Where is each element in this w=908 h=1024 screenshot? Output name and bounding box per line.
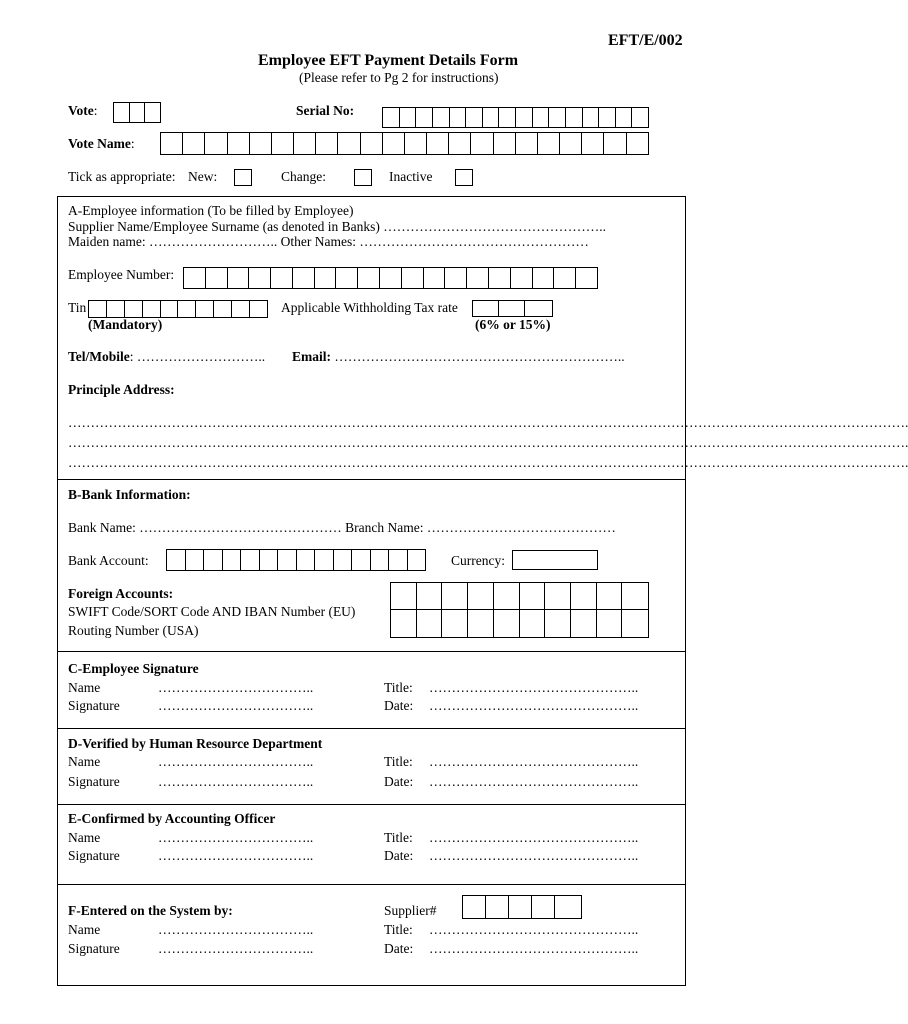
section-d-heading: D-Verified by Human Resource Department	[68, 736, 323, 751]
vote-name-cell[interactable]	[559, 132, 582, 155]
e-signature-dots[interactable]: ……………………………..	[158, 848, 314, 863]
routing-label: Routing Number (USA)	[68, 623, 199, 638]
wht-label: Applicable Withholding Tax rate	[281, 300, 458, 315]
foreign-account-cell[interactable]	[417, 610, 443, 637]
serial-cell[interactable]	[498, 107, 516, 128]
foreign-account-cell[interactable]	[545, 610, 571, 637]
employee-number-cell[interactable]	[532, 267, 555, 289]
employee-number-cell[interactable]	[379, 267, 402, 289]
vote-name-boxes[interactable]	[160, 132, 649, 155]
tin-cell[interactable]	[213, 300, 232, 318]
d-date-label: Date:	[384, 774, 414, 789]
tin-cell[interactable]	[142, 300, 161, 318]
serial-cell[interactable]	[548, 107, 566, 128]
f-name-label: Name	[68, 922, 101, 937]
email-line	[292, 350, 625, 364]
bank-account-boxes[interactable]	[166, 549, 426, 571]
serial-cell[interactable]	[631, 107, 649, 128]
employee-number-cell[interactable]	[466, 267, 489, 289]
vote-boxes[interactable]	[113, 102, 161, 123]
foreign-account-cell[interactable]	[468, 583, 494, 610]
tin-cell[interactable]	[231, 300, 250, 318]
employee-number-cell[interactable]	[444, 267, 467, 289]
c-name-label: Name	[68, 680, 101, 695]
vote-name-cell[interactable]	[426, 132, 449, 155]
option-new-label: New:	[188, 169, 218, 184]
foreign-account-cell[interactable]	[442, 583, 468, 610]
employee-number-cell[interactable]	[248, 267, 271, 289]
foreign-account-cell[interactable]	[468, 610, 494, 637]
f-title-label: Title:	[384, 922, 413, 937]
supplier-label: Supplier#	[384, 903, 437, 918]
bank-account-cell[interactable]	[185, 549, 205, 571]
serial-cell[interactable]	[582, 107, 600, 128]
e-date-label: Date:	[384, 848, 414, 863]
bank-account-cell[interactable]	[166, 549, 186, 571]
f-date-label: Date:	[384, 941, 414, 956]
surname-line[interactable]: Supplier Name/Employee Surname (as denoted in Banks) …………………………………………..	[68, 219, 607, 234]
vote-label-text: Vote	[68, 103, 94, 118]
foreign-account-cell[interactable]	[494, 583, 520, 610]
employee-number-boxes[interactable]	[183, 267, 598, 289]
f-name-dots[interactable]: ……………………………..	[158, 922, 314, 937]
address-line-2[interactable]: …………………………………………………………………………………………………………………………………………………………………….	[68, 435, 908, 450]
currency-label: Currency:	[451, 553, 505, 568]
vote-name-cell[interactable]	[293, 132, 316, 155]
vote-name-cell[interactable]	[271, 132, 294, 155]
serial-cell[interactable]	[482, 107, 500, 128]
tin-cell[interactable]	[177, 300, 196, 318]
serial-cell[interactable]	[565, 107, 583, 128]
tel-line	[68, 350, 265, 364]
bank-account-cell[interactable]	[333, 549, 353, 571]
employee-number-cell[interactable]	[227, 267, 250, 289]
foreign-account-cell[interactable]	[597, 610, 623, 637]
c-date-dots[interactable]: ………………………………………..	[429, 698, 639, 713]
foreign-account-cell[interactable]	[520, 610, 546, 637]
employee-number-label: Employee Number:	[68, 267, 175, 282]
c-name-dots[interactable]: ……………………………..	[158, 680, 314, 695]
tin-cell[interactable]	[124, 300, 143, 318]
bank-account-cell[interactable]	[203, 549, 223, 571]
tin-cell[interactable]	[88, 300, 107, 318]
option-new-checkbox[interactable]	[234, 169, 252, 186]
section-c-heading: C-Employee Signature	[68, 661, 199, 676]
tel-label: Tel/Mobile	[68, 349, 130, 364]
vote-name-colon: :	[130, 136, 135, 151]
c-signature-label: Signature	[68, 698, 120, 713]
wht-note: (6% or 15%)	[475, 317, 551, 332]
vote-name-cell[interactable]	[537, 132, 560, 155]
foreign-account-cell[interactable]	[391, 610, 417, 637]
page-subtitle: (Please refer to Pg 2 for instructions)	[299, 70, 499, 85]
serial-cell[interactable]	[515, 107, 533, 128]
vote-name-cell[interactable]	[448, 132, 471, 155]
e-name-dots[interactable]: ……………………………..	[158, 830, 314, 845]
bank-account-cell[interactable]	[222, 549, 242, 571]
vote-name-cell[interactable]	[581, 132, 604, 155]
vote-name-cell[interactable]	[249, 132, 272, 155]
option-inactive-checkbox[interactable]	[455, 169, 473, 186]
option-inactive-label: Inactive	[389, 169, 433, 184]
d-signature-dots[interactable]: ……………………………..	[158, 774, 314, 789]
tin-label: Tin	[68, 300, 87, 315]
swift-label: SWIFT Code/SORT Code AND IBAN Number (EU)	[68, 604, 356, 619]
e-title-label: Title:	[384, 830, 413, 845]
employee-number-cell[interactable]	[423, 267, 446, 289]
address-label: Principle Address:	[68, 382, 175, 397]
option-change-label: Change:	[281, 169, 326, 184]
d-name-label: Name	[68, 754, 101, 769]
c-title-dots[interactable]: ………………………………………..	[429, 680, 639, 695]
foreign-accounts-grid[interactable]	[390, 582, 649, 638]
foreign-account-cell[interactable]	[571, 583, 597, 610]
currency-box[interactable]	[512, 550, 598, 570]
vote-label	[68, 104, 98, 118]
supplier-boxes[interactable]	[462, 895, 582, 919]
d-title-dots[interactable]: ………………………………………..	[429, 754, 639, 769]
bank-account-cell[interactable]	[277, 549, 297, 571]
vote-name-cell[interactable]	[360, 132, 383, 155]
section-a-heading: A-Employee information (To be filled by Employee)	[68, 203, 354, 218]
bank-account-cell[interactable]	[259, 549, 279, 571]
bank-account-cell[interactable]	[370, 549, 390, 571]
employee-number-cell[interactable]	[335, 267, 358, 289]
serial-cell[interactable]	[465, 107, 483, 128]
employee-number-cell[interactable]	[183, 267, 206, 289]
d-signature-label: Signature	[68, 774, 120, 789]
tin-mandatory-note: (Mandatory)	[88, 317, 163, 332]
foreign-account-cell[interactable]	[442, 610, 468, 637]
e-date-dots[interactable]: ………………………………………..	[429, 848, 639, 863]
e-signature-label: Signature	[68, 848, 120, 863]
bank-account-cell[interactable]	[314, 549, 334, 571]
tin-boxes[interactable]	[88, 300, 268, 318]
address-line-1[interactable]: …………………………………………………………………………………………………………………………………………………………………….	[68, 415, 908, 430]
employee-number-cell[interactable]	[270, 267, 293, 289]
c-date-label: Date:	[384, 698, 414, 713]
email-label: Email:	[292, 349, 331, 364]
section-f-heading: F-Entered on the System by:	[68, 903, 233, 918]
foreign-account-cell[interactable]	[571, 610, 597, 637]
foreign-account-cell[interactable]	[391, 583, 417, 610]
tick-label: Tick as appropriate:	[68, 169, 176, 184]
bank-account-cell[interactable]	[296, 549, 316, 571]
vote-name-cell[interactable]	[160, 132, 183, 155]
f-date-dots[interactable]: ………………………………………..	[429, 941, 639, 956]
tin-cell[interactable]	[195, 300, 214, 318]
bank-account-cell[interactable]	[240, 549, 260, 571]
foreign-account-cell[interactable]	[622, 583, 648, 610]
employee-number-cell[interactable]	[553, 267, 576, 289]
serial-label: Serial No:	[296, 103, 355, 118]
employee-number-cell[interactable]	[401, 267, 424, 289]
vote-name-cell[interactable]	[404, 132, 427, 155]
serial-cell[interactable]	[532, 107, 550, 128]
e-title-dots[interactable]: ………………………………………..	[429, 830, 639, 845]
vote-name-cell[interactable]	[337, 132, 360, 155]
f-title-dots[interactable]: ………………………………………..	[429, 922, 639, 937]
page-title: Employee EFT Payment Details Form	[258, 52, 519, 69]
vote-name-cell[interactable]	[182, 132, 205, 155]
bank-account-cell[interactable]	[388, 549, 408, 571]
d-title-label: Title:	[384, 754, 413, 769]
bank-account-cell[interactable]	[351, 549, 371, 571]
f-signature-dots[interactable]: ……………………………..	[158, 941, 314, 956]
divider-c-d	[57, 728, 686, 729]
vote-colon: :	[93, 103, 98, 118]
d-name-dots[interactable]: ……………………………..	[158, 754, 314, 769]
vote-name-cell[interactable]	[515, 132, 538, 155]
divider-d-e	[57, 804, 686, 805]
employee-number-cell[interactable]	[292, 267, 315, 289]
serial-cell[interactable]	[382, 107, 400, 128]
maiden-name-line[interactable]: Maiden name: ……………………….. Other Names: ……………………………………………	[68, 234, 589, 249]
serial-cell[interactable]	[615, 107, 633, 128]
wht-boxes[interactable]	[472, 300, 553, 317]
serial-cell[interactable]	[598, 107, 616, 128]
vote-name-cell[interactable]	[204, 132, 227, 155]
foreign-account-cell[interactable]	[597, 583, 623, 610]
divider-e-f	[57, 884, 686, 885]
bank-name-line[interactable]: Bank Name: ……………………………………… Branch Name: ……………………………………	[68, 520, 616, 535]
employee-number-cell[interactable]	[357, 267, 380, 289]
e-name-label: Name	[68, 830, 101, 845]
vote-name-label-text: Vote Name	[68, 136, 131, 151]
foreign-accounts-heading: Foreign Accounts:	[68, 586, 174, 601]
vote-name-cell[interactable]	[227, 132, 250, 155]
vote-name-cell[interactable]	[315, 132, 338, 155]
vote-name-label	[68, 137, 135, 151]
tin-cell[interactable]	[249, 300, 268, 318]
c-signature-dots[interactable]: ……………………………..	[158, 698, 314, 713]
employee-number-cell[interactable]	[314, 267, 337, 289]
employee-number-cell[interactable]	[205, 267, 228, 289]
form-code: EFT/E/002	[608, 32, 683, 49]
d-date-dots[interactable]: ………………………………………..	[429, 774, 639, 789]
serial-number-boxes[interactable]	[382, 107, 649, 128]
foreign-account-cell[interactable]	[520, 583, 546, 610]
vote-name-cell[interactable]	[470, 132, 493, 155]
vote-name-cell[interactable]	[382, 132, 405, 155]
tin-cell[interactable]	[106, 300, 125, 318]
serial-cell[interactable]	[449, 107, 467, 128]
divider-a-b	[57, 479, 686, 480]
address-line-3[interactable]: …………………………………………………………………………………………………………………………………………………………………….	[68, 455, 908, 470]
foreign-account-cell[interactable]	[545, 583, 571, 610]
vote-name-cell[interactable]	[626, 132, 649, 155]
option-change-checkbox[interactable]	[354, 169, 372, 186]
serial-cell[interactable]	[399, 107, 417, 128]
bank-account-label: Bank Account:	[68, 553, 149, 568]
serial-cell[interactable]	[432, 107, 450, 128]
employee-number-cell[interactable]	[510, 267, 533, 289]
foreign-account-cell[interactable]	[494, 610, 520, 637]
divider-b-c	[57, 651, 686, 652]
foreign-account-cell[interactable]	[417, 583, 443, 610]
f-signature-label: Signature	[68, 941, 120, 956]
employee-number-cell[interactable]	[575, 267, 598, 289]
tel-dots[interactable]: : ………………………..	[129, 349, 266, 364]
employee-number-cell[interactable]	[488, 267, 511, 289]
email-dots[interactable]: ………………………………………………………..	[334, 349, 625, 364]
vote-name-cell[interactable]	[603, 132, 626, 155]
c-title-label: Title:	[384, 680, 413, 695]
section-e-heading: E-Confirmed by Accounting Officer	[68, 811, 276, 826]
tin-cell[interactable]	[160, 300, 179, 318]
vote-name-cell[interactable]	[493, 132, 516, 155]
bank-account-cell[interactable]	[407, 549, 427, 571]
section-b-heading: B-Bank Information:	[68, 487, 191, 502]
foreign-account-cell[interactable]	[622, 610, 648, 637]
serial-cell[interactable]	[415, 107, 433, 128]
